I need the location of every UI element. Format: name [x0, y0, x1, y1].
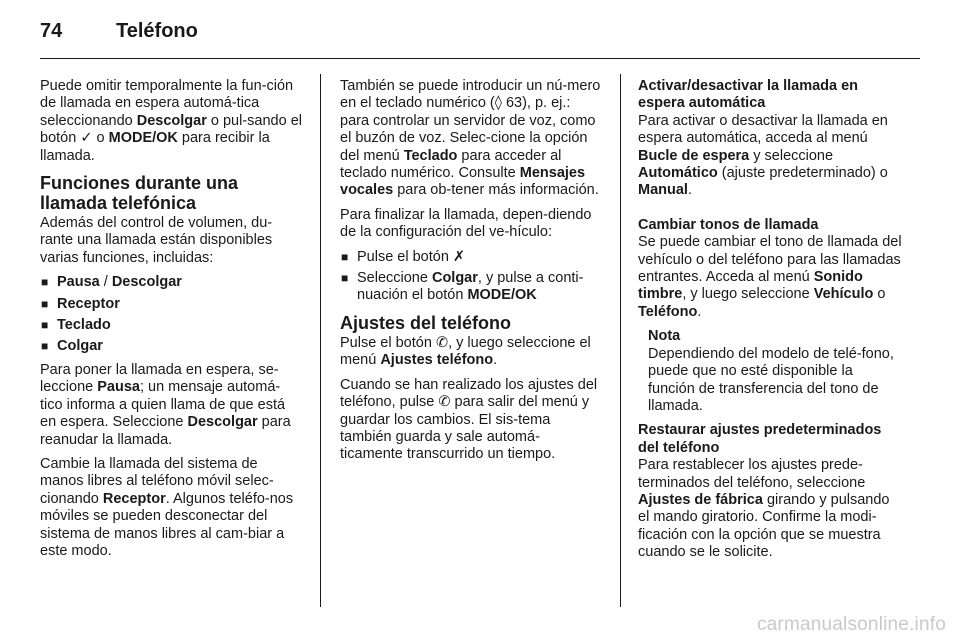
note-box: [648, 328, 902, 415]
column-1: [40, 78, 302, 567]
phone-button-icon: ✆: [438, 394, 451, 411]
list-item: ■ Teclado: [40, 317, 302, 334]
paragraph: Además del control de volumen, du-rante una llamada están disponibles varias funciones, incluidas:: [40, 215, 273, 266]
note-title: Nota: [648, 328, 681, 345]
list-item: ■ Pulse el botón ✗: [340, 249, 602, 266]
paragraph: Puede omitir temporalmente la fun-ción de llamada en espera automá-tica seleccionando Descolgar o pul-sando el botón ✓ o MODE/OK para recibir la llamada.: [40, 78, 302, 164]
column-3: [638, 78, 902, 569]
end-call-list: [340, 249, 602, 305]
watermark: carmanualsonline.info: [756, 614, 946, 635]
paragraph: Cuando se han realizado los ajustes del teléfono, pulse ✆ para salir del menú y guardar los cambios. El sis-tema también guarda y sale automá-ticamente transcurrido un tiempo.: [340, 376, 598, 463]
list-item: ■ Seleccione Colgar, y pulse a conti-nuación el botón MODE/OK: [340, 270, 602, 305]
paragraph: Para restablecer los ajustes prede-terminados del teléfono, seleccione Ajustes de fábrica girando y pulsando el mando giratorio. Confirme la modi-ficación con la opción que se muestra cuando se le solicite.: [638, 457, 890, 561]
column-2: [340, 78, 602, 471]
paragraph: Para finalizar la llamada, depen-diendo de la configuración del ve-hículo:: [340, 206, 592, 241]
end-call-icon: ✗: [452, 248, 466, 265]
list-item: ■ Receptor: [40, 296, 302, 313]
note-text: Dependiendo del modelo de telé-fono, puede que no esté disponible la función de transferencia del tono de llamada.: [648, 345, 894, 414]
paragraph: Para activar o desactivar la llamada en espera automática, acceda al menú Bucle de espera y seleccione Automático (ajuste predeterminado) o Manual.: [638, 112, 888, 199]
button-mode-ok: MODE/OK: [108, 130, 178, 147]
subheading: Restaurar ajustes predeterminados del teléfono: [638, 422, 882, 456]
list-item: ■ Colgar: [40, 338, 302, 355]
page-reference-icon: ◊: [494, 95, 502, 112]
section-heading: Funciones durante una llamada telefónica: [40, 173, 239, 214]
list-item: ■ Pausa / Descolgar: [40, 274, 302, 291]
paragraph: Cambie la llamada del sistema de manos libres al teléfono móvil selec-cionando Receptor. Algunos teléfo-nos móviles se pueden desconectar del sistema de manos libres al cam-biar a este modo.: [40, 455, 294, 559]
paragraph: También se puede introducir un nú-mero en el teclado numérico (◊ 63), p. ej.: para controlar un servidor de voz, como el buzón de voz. Selec-cione la opción del menú Teclado para acceder al teclado numérico. Consulte Mensajes vocales para ob-tener más información.: [340, 78, 601, 199]
paragraph: Se puede cambiar el tono de llamada del vehículo o del teléfono para las llamadas entrantes. Acceda al menú Sonido timbre, y luego seleccione Vehículo o Teléfono.: [638, 234, 902, 320]
subheading: Cambiar tonos de llamada: [638, 216, 819, 233]
page-title: Teléfono: [116, 20, 198, 42]
function-list: [40, 274, 302, 356]
phone-button-icon: ✆: [435, 334, 449, 351]
page-header: [40, 20, 198, 46]
paragraph: Para poner la llamada en espera, se-leccione Pausa; un mensaje automá-tico informa a quien llama de que está en espera. Seleccione Descolgar para reanudar la llamada.: [40, 361, 291, 448]
column-divider-2: [620, 74, 621, 607]
answer-call-icon: ✓: [80, 130, 93, 147]
menu-option-descolgar: Descolgar: [136, 112, 207, 129]
paragraph: Pulse el botón ✆, y luego seleccione el menú Ajustes teléfono.: [340, 334, 591, 369]
page-number: 74: [40, 20, 63, 42]
subheading: Activar/desactivar la llamada en espera automática: [638, 78, 859, 112]
header-rule: [40, 58, 920, 59]
column-divider-1: [320, 74, 321, 607]
section-heading: Ajustes del teléfono: [340, 312, 512, 333]
